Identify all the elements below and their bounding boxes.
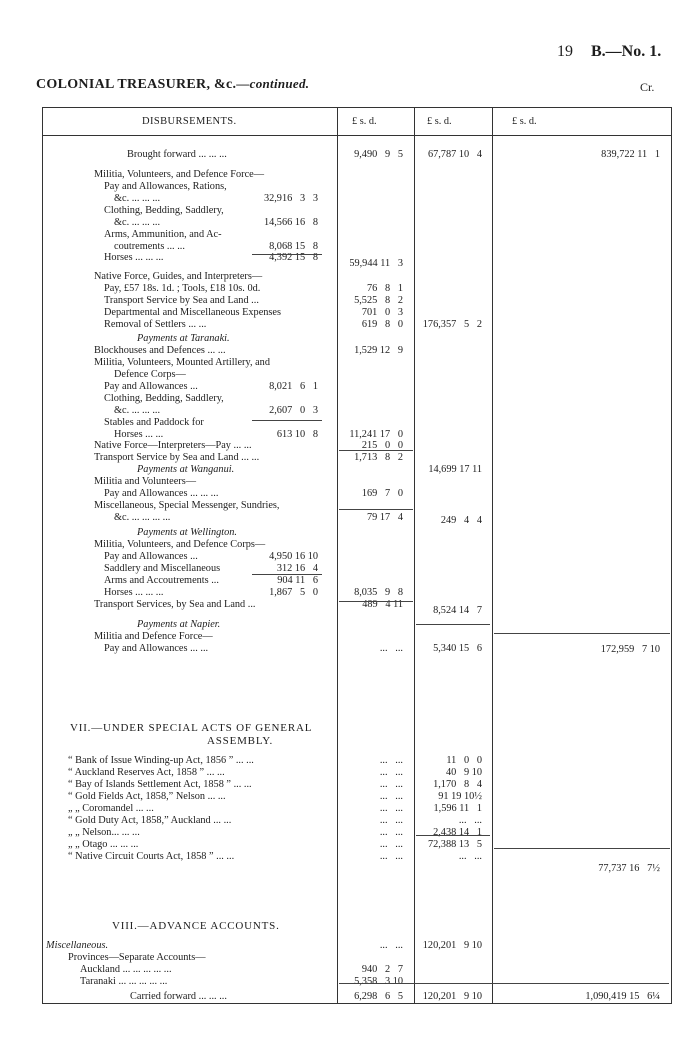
row-label: “ Gold Duty Act, 1858,” Auckland ... ... — [68, 815, 232, 826]
amount-col-1: 8,035 9 8 — [354, 587, 403, 598]
amount-col-2: 1,170 8 4 — [433, 779, 482, 790]
money-header-1: £ s. d. — [352, 116, 377, 127]
amount-col-1: 79 17 4 — [366, 512, 403, 523]
row-label: Removal of Settlers ... ... — [104, 319, 207, 330]
sum-rule — [339, 983, 669, 984]
sum-rule — [416, 835, 490, 836]
amount-col-1: 9,490 9 5 — [354, 149, 403, 160]
header-rule — [42, 135, 672, 136]
inner-amount: 1,867 5 0 — [269, 587, 318, 598]
paper-reference: B.—No. 1. — [591, 43, 662, 60]
inner-amount: 2,607 0 3 — [269, 405, 318, 416]
row-label: “ Bank of Issue Winding-up Act, 1856 ” ... ... — [68, 755, 254, 766]
amount-col-1: 940 2 7 — [361, 964, 403, 975]
row-label: &c. ... ... ... — [114, 405, 161, 416]
amount-col-1: ... ... — [379, 851, 403, 862]
inner-amount: 312 16 4 — [276, 563, 318, 574]
inner-amount: 904 11 6 — [277, 575, 318, 586]
disbursements-header: DISBURSEMENTS. — [142, 116, 237, 127]
row-label: Payments at Wanganui. — [137, 464, 235, 475]
row-label: Militia, Volunteers, and Defence Corps— — [94, 539, 266, 550]
amount-col-3: 172,959 7 10 — [600, 644, 660, 655]
amount-col-2: 14,699 17 11 — [428, 464, 482, 475]
row-label: Saddlery and Miscellaneous — [104, 563, 221, 574]
row-label: Carried forward ... ... ... — [130, 991, 227, 1002]
row-label: Militia, Volunteers, and Defence Force— — [94, 169, 265, 180]
money-header-3: £ s. d. — [512, 116, 537, 127]
sum-rule — [416, 624, 490, 625]
amount-col-1: ... ... — [379, 803, 403, 814]
amount-col-1: 1,529 12 9 — [354, 345, 403, 356]
row-label: Defence Corps— — [114, 369, 186, 380]
amount-col-1: ... ... — [379, 827, 403, 838]
amount-col-2: 120,201 9 10 — [422, 940, 482, 951]
sum-rule — [252, 254, 322, 255]
amount-col-2: 40 9 10 — [445, 767, 482, 778]
page-number: 19 — [557, 43, 573, 60]
row-label: &c. ... ... ... — [114, 193, 161, 204]
row-label: „ „ Nelson... ... ... — [68, 827, 140, 838]
column-rule-1 — [337, 107, 338, 1004]
amount-col-1: 5,525 8 2 — [354, 295, 403, 306]
amount-col-1: 701 0 3 — [361, 307, 403, 318]
amount-col-2: 91 19 10½ — [438, 791, 482, 802]
row-label: Horses ... ... ... — [104, 587, 164, 598]
inner-amount: 8,021 6 1 — [269, 381, 318, 392]
amount-col-1: 619 8 0 — [361, 319, 403, 330]
inner-amount: 14,566 16 8 — [263, 217, 318, 228]
inner-amount: 613 10 8 — [276, 429, 318, 440]
amount-col-2: 5,340 15 6 — [433, 643, 482, 654]
amount-col-2: 249 4 4 — [440, 515, 482, 526]
amount-col-2: 67,787 10 4 — [427, 149, 482, 160]
row-label: Arms and Accoutrements ... — [104, 575, 219, 586]
row-label: VIII.—ADVANCE ACCOUNTS. — [112, 920, 280, 932]
amount-col-2: 72,388 13 5 — [427, 839, 482, 850]
running-head-suffix: —continued. — [236, 76, 310, 91]
row-label: Pay and Allowances ... ... — [104, 643, 209, 654]
amount-col-2: ... ... — [458, 815, 482, 826]
amount-col-3: 1,090,419 15 6¼ — [585, 991, 660, 1002]
amount-col-1: ... ... — [379, 839, 403, 850]
sum-rule — [494, 633, 670, 634]
row-label: coutrements ... ... — [114, 241, 185, 252]
row-label: Pay and Allowances ... ... ... — [104, 488, 219, 499]
amount-col-1: ... ... — [379, 755, 403, 766]
row-label: VII.—UNDER SPECIAL ACTS OF GENERAL — [70, 722, 313, 734]
row-label: Horses ... ... — [114, 429, 164, 440]
row-label: Auckland ... ... ... ... ... — [80, 964, 172, 975]
disbursements-table — [42, 107, 672, 1004]
amount-col-1: 215 0 0 — [361, 440, 403, 451]
table-bottom-rule — [42, 1003, 672, 1004]
amount-col-2: 11 0 0 — [446, 755, 482, 766]
row-label: Brought forward ... ... ... — [127, 149, 227, 160]
row-label: Clothing, Bedding, Saddlery, — [104, 393, 224, 404]
sum-rule — [339, 601, 413, 602]
row-label: &c. ... ... ... ... — [114, 512, 171, 523]
money-header-2: £ s. d. — [427, 116, 452, 127]
amount-col-3: 839,722 11 1 — [601, 149, 660, 160]
amount-col-1: ... ... — [379, 815, 403, 826]
amount-col-1: 76 8 1 — [366, 283, 403, 294]
sum-rule — [252, 574, 322, 575]
row-label: “ Gold Fields Act, 1858,” Nelson ... ... — [68, 791, 226, 802]
row-label: Militia and Defence Force— — [94, 631, 213, 642]
row-label: Transport Services, by Sea and Land ... — [94, 599, 256, 610]
row-label: Pay and Allowances ... — [104, 381, 198, 392]
row-label: Pay and Allowances, Rations, — [104, 181, 227, 192]
row-label: Provinces—Separate Accounts— — [68, 952, 206, 963]
amount-col-2: 120,201 9 10 — [422, 991, 482, 1002]
amount-col-1: ... ... — [379, 779, 403, 790]
row-label: Stables and Paddock for — [104, 417, 204, 428]
row-label: Transport Service by Sea and Land ... — [104, 295, 259, 306]
row-label: Pay, £57 18s. 1d. ; Tools, £18 10s. 0d. — [104, 283, 261, 294]
running-head-title: COLONIAL TREASURER, &c. — [36, 77, 237, 92]
column-rule-3 — [492, 107, 493, 1004]
row-label: “ Bay of Islands Settlement Act, 1858 ” ... ... — [68, 779, 252, 790]
row-label: “ Native Circuit Courts Act, 1858 ” ... ... — [68, 851, 235, 862]
row-label: Militia, Volunteers, Mounted Artillery, and — [94, 357, 270, 368]
row-label: Pay and Allowances ... — [104, 551, 198, 562]
row-label: Native Force, Guides, and Interpreters— — [94, 271, 263, 282]
row-label: “ Auckland Reserves Act, 1858 ” ... ... — [68, 767, 225, 778]
inner-amount: 4,392 15 8 — [269, 252, 318, 263]
running-head — [36, 76, 309, 93]
amount-col-3: 77,737 16 7½ — [598, 863, 660, 874]
row-label: Miscellaneous. — [46, 940, 109, 951]
sum-rule — [339, 450, 413, 451]
row-label: Horses ... ... ... — [104, 252, 164, 263]
row-label: „ „ Coromandel ... ... — [68, 803, 154, 814]
row-label: ASSEMBLY. — [207, 735, 274, 747]
row-label: &c. ... ... ... — [114, 217, 161, 228]
amount-col-1: 1,713 8 2 — [354, 452, 403, 463]
row-label: Militia and Volunteers— — [94, 476, 197, 487]
table-top-rule — [42, 107, 672, 108]
inner-amount: 4,950 16 10 — [269, 551, 318, 562]
row-label: Transport Service by Sea and Land ... ... — [94, 452, 260, 463]
amount-col-1: 489 4 11 — [362, 599, 403, 610]
row-label: Payments at Wellington. — [137, 527, 238, 538]
row-label: Miscellaneous, Special Messenger, Sundries, — [94, 500, 280, 511]
row-label: Blockhouses and Defences ... ... — [94, 345, 226, 356]
row-label: Clothing, Bedding, Saddlery, — [104, 205, 224, 216]
sum-rule — [252, 420, 322, 421]
amount-col-2: 8,524 14 7 — [433, 605, 482, 616]
amount-col-2: 1,596 11 1 — [433, 803, 482, 814]
sum-rule — [494, 848, 670, 849]
amount-col-1: ... ... — [379, 940, 403, 951]
row-label: Arms, Ammunition, and Ac- — [104, 229, 222, 240]
row-label: Payments at Taranaki. — [137, 333, 230, 344]
table-left-rule — [42, 107, 43, 1004]
row-label: Payments at Napier. — [137, 619, 221, 630]
amount-col-1: 59,944 11 3 — [349, 258, 403, 269]
row-label: „ „ Otago ... ... ... — [68, 839, 139, 850]
amount-col-1: 11,241 17 0 — [349, 429, 403, 440]
row-label: Taranaki ... ... ... ... ... — [80, 976, 168, 987]
amount-col-2: ... ... — [458, 851, 482, 862]
sum-rule — [339, 509, 413, 510]
column-rule-2 — [414, 107, 415, 1004]
amount-col-1: ... ... — [379, 791, 403, 802]
amount-col-1: 6,298 6 5 — [354, 991, 403, 1002]
row-label: Native Force—Interpreters—Pay ... ... — [94, 440, 252, 451]
inner-amount: 32,916 3 3 — [263, 193, 318, 204]
amount-col-1: ... ... — [379, 643, 403, 654]
amount-col-2: 176,357 5 2 — [422, 319, 482, 330]
amount-col-1: 5,358 3 10 — [354, 976, 403, 987]
credit-side-mark: Cr. — [640, 80, 655, 94]
amount-col-1: ... ... — [379, 767, 403, 778]
table-right-rule — [671, 107, 672, 1004]
amount-col-1: 169 7 0 — [361, 488, 403, 499]
inner-amount: 8,068 15 8 — [269, 241, 318, 252]
amount-col-2: 2,438 14 1 — [433, 827, 482, 838]
row-label: Departmental and Miscellaneous Expenses — [104, 307, 281, 318]
